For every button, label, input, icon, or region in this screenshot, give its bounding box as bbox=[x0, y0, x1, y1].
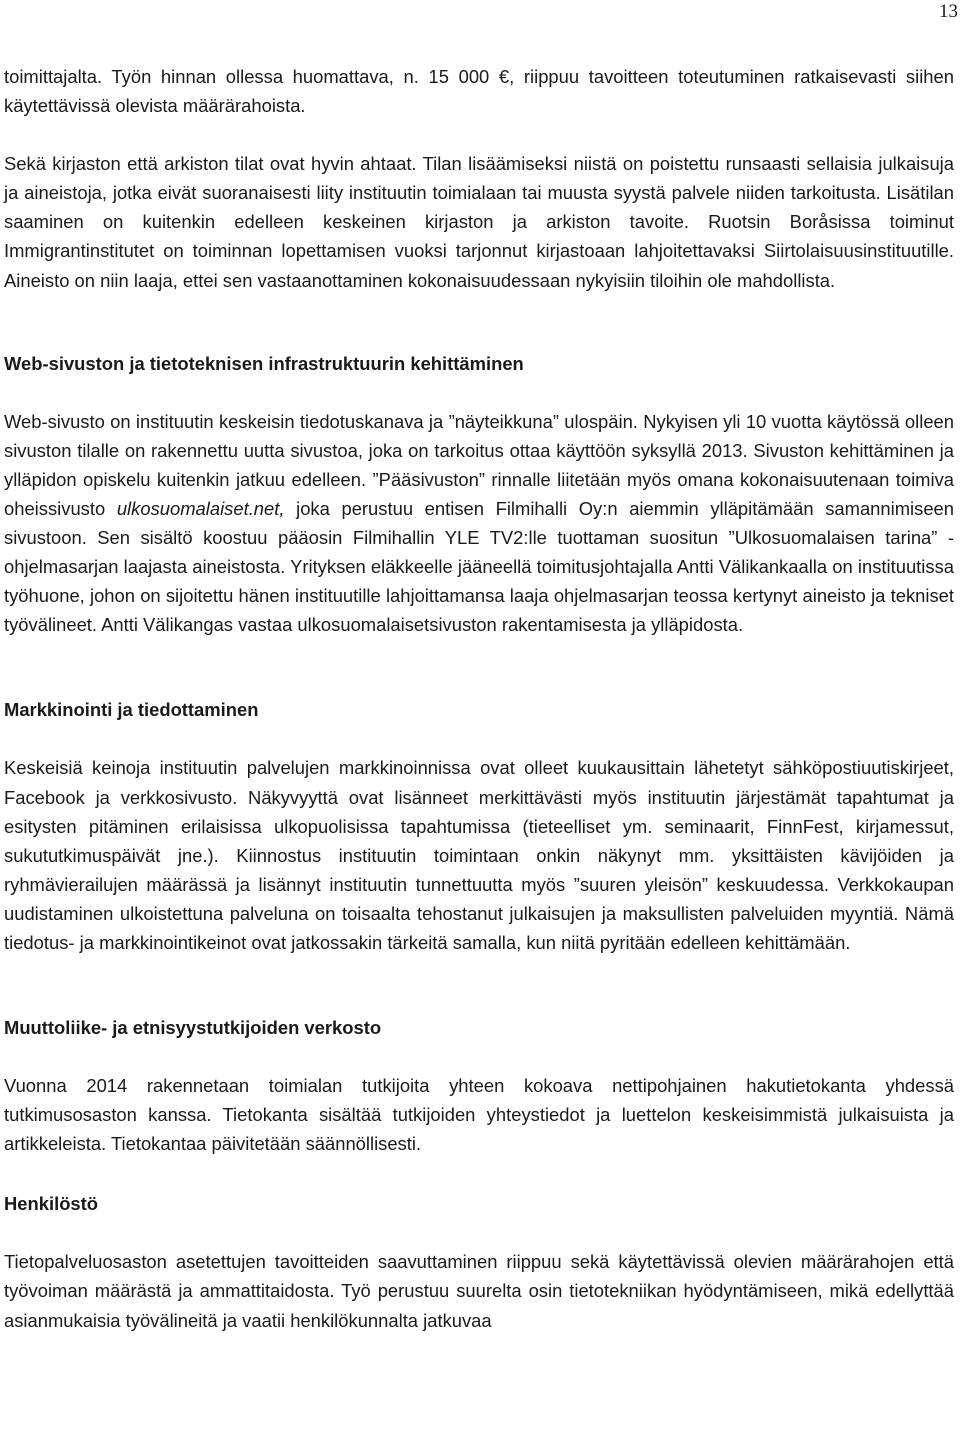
ulkosuomalaiset-site-name: ulkosuomalaiset.net, bbox=[116, 497, 285, 519]
intro-paragraph-2: Sekä kirjaston että arkiston tilat ovat hyvin ahtaat. Tilan lisäämiseksi niistä on poistettu runsaasti sellaisia julkaisuja ja aineistoja, jotka eivät suoranaisesti liity instituutin toimialaan tai muusta syystä palvele niiden tarkoitusta. Lisätilan saaminen on kuitenkin edelleen keskeinen kirjaston ja arkiston tavoite. Ruotsin Boråsissa toiminut Immigrantinstitutet on toiminnan lopettamisen vuoksi tarjonnut kirjastoaan lahjoitettavaksi Siirtolaisuusinstituutille. Aineisto on niin laaja, ettei sen vastaanottaminen kokonaisuudessaan nykyisiin tiloihin ole mahdollista. bbox=[4, 153, 954, 291]
intro-paragraph-1: toimittajalta. Työn hinnan ollessa huomattava, n. 15 000 €, riippuu tavoitteen toteutuminen ratkaisevasti siihen käytettävissä olevista määrärahoista. bbox=[4, 66, 954, 117]
network-section-paragraph: Vuonna 2014 rakennetaan toimialan tutkijoita yhteen kokoava nettipohjainen hakutietokanta yhdessä tutkimusosaston kanssa. Tietokanta sisältää tutkijoiden yhteystiedot ja luettelon keskeisimmistä julkaisuista ja artikkeleista. Tietokantaa päivitetään säännöllisesti. bbox=[4, 1075, 954, 1155]
page-number: 13 bbox=[939, 1, 958, 22]
marketing-section-heading: Markkinointi ja tiedottaminen bbox=[4, 699, 259, 721]
marketing-section-paragraph: Keskeisiä keinoja instituutin palvelujen markkinoinnissa ovat olleet kuukausittain lähetetyt sähköpostiuutiskirjeet, Facebook ja verkkosivusto. Näkyvyyttä ovat lisänneet merkittävästi myös instituutin järjestämät tapahtumat ja esitysten pitäminen erilaisissa ulkopuolisissa tapahtumissa (tieteelliset ym. seminaarit, FinnFest, kirjamessut, sukututkimuspäivät jne.). Kiinnostus instituutin toimintaan onkin näkynyt mm. yksittäisten kävijöiden ja ryhmävierailujen määrässä ja lisännyt instituutin tunnettuutta myös ”suuren yleisön” keskuudessa. Verkkokaupan uudistaminen ulkoistettuna palveluna on toisaalta tehostanut julkaisujen ja maksullisten palveluiden myyntiä. Nämä tiedotus- ja markkinointikeinot ovat jatkossakin tärkeitä samalla, kun niitä pyritään edelleen kehittämään. bbox=[4, 757, 954, 953]
staff-section-paragraph: Tietopalveluosaston asetettujen tavoitteiden saavuttaminen riippuu sekä käytettävissä olevien määrärahojen että työvoiman määrästä ja ammattitaidosta. Työ perustuu suurelta osin tietotekniikan hyödyntämiseen, mikä edellyttää asianmukaisia työvälineitä ja vaatii henkilökunnalta jatkuvaa bbox=[4, 1251, 954, 1331]
web-section-paragraph bbox=[4, 407, 954, 640]
network-section-heading: Muuttoliike- ja etnisyystutkijoiden verkosto bbox=[4, 1017, 382, 1039]
web-text-before-link: Web-sivusto on instituutin keskeisin tiedotuskanava ja ”näyteikkuna” ulospäin. Nykyisen yli 10 vuotta käytössä olleen sivuston tilalle on rakennettu uutta sivustoa, joka on tarkoitus ottaa käyttöön syksyllä 2013. Sivuston kehittäminen ja ylläpidon opiskelu kuitenkin jatkuu edelleen. ”Pääsivuston” rinnalle liitetään myös omana kokonaisuutenaan toimiva oheissivusto bbox=[4, 410, 954, 519]
web-section-heading: Web-sivuston ja tietoteknisen infrastruktuurin kehittäminen bbox=[4, 352, 524, 374]
staff-section-heading: Henkilöstö bbox=[4, 1193, 99, 1215]
web-text-after-link: joka perustuu entisen Filmihalli Oy:n aiemmin ylläpitämään samannimiseen sivustoon. Sen sisältö koostuu pääosin Filmihallin YLE TV2:lle tuottaman suositun ”Ulkosuomalaisen tarina” -ohjelmasarjan laajasta aineistosta. Yrityksen eläkkeelle jääneellä toimitusjohtajalla Antti Välikankaalla on instituutissa työhuone, johon on sijoitettu hänen instituutille lahjoittamansa laaja ohjelmasarjan teossa kertynyt aineisto ja tekniset työvälineet. Antti Välikangas vastaa ulkosuomalaisetsivuston rakentamisesta ja ylläpidosta. bbox=[4, 497, 954, 636]
document-body bbox=[4, 62, 954, 1335]
